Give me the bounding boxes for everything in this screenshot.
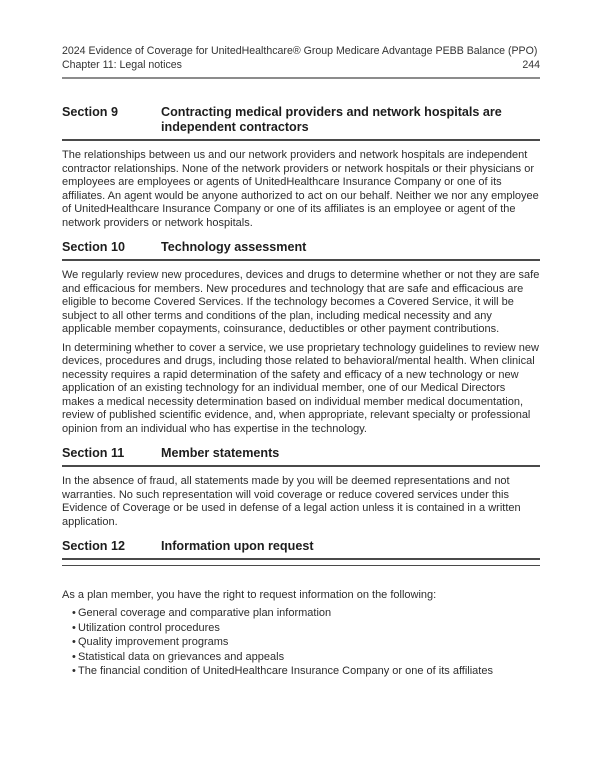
list-item xyxy=(62,606,540,621)
bullet-icon: • xyxy=(72,650,76,663)
request-info-list xyxy=(62,606,540,679)
section-11-title: Member statements xyxy=(161,446,280,460)
list-item xyxy=(62,650,540,665)
list-item-text: Quality improvement programs xyxy=(78,636,229,649)
section-11-paragraph: In the absence of fraud, all statements made by you will be deemed representations and not warranties. No such representation will void coverage or reduce covered services under this Evidence of Coverage or be used in defense of a legal action unless it is contained in a written application. xyxy=(62,475,521,528)
section-10-heading xyxy=(62,240,540,261)
section-11-heading xyxy=(62,446,540,467)
header-chapter-row xyxy=(62,58,540,72)
list-item-text: The financial condition of UnitedHealthcare Insurance Company or one of its affiliates xyxy=(78,665,493,678)
page-number: 244 xyxy=(522,59,540,71)
bullet-icon: • xyxy=(72,665,76,678)
section-10-paragraph-1: We regularly review new procedures, devices and drugs to determine whether or not they are safe and efficacious for members. New procedures and technology that are safe and efficacious are eligible to become Covered Services. If the technology becomes a Covered Service, it will be subject to all other terms and conditions of the plan, including medical necessity and any applicable member copayments, coinsurance, deductibles or other payment contributions. xyxy=(62,269,540,335)
list-item xyxy=(62,664,540,679)
document-title: 2024 Evidence of Coverage for UnitedHealthcare® Group Medicare Advantage PEBB Balance (PPO) xyxy=(62,45,538,57)
section-12 xyxy=(62,539,540,679)
section-11 xyxy=(62,446,540,529)
list-item-text: Utilization control procedures xyxy=(78,621,220,634)
section-9-title: Contracting medical providers and network hospitals are independent contractors xyxy=(161,105,502,134)
section-9-heading xyxy=(62,105,540,141)
bullet-icon: • xyxy=(72,636,76,649)
section-12-title: Information upon request xyxy=(161,539,314,553)
section-12-label: Section 12 xyxy=(62,539,125,553)
list-item xyxy=(62,621,540,636)
list-item-text: Statistical data on grievances and appeals xyxy=(78,650,285,663)
running-header xyxy=(62,44,540,79)
section-divider-rule xyxy=(62,565,540,566)
list-item-text: General coverage and comparative plan information xyxy=(78,607,332,619)
section-10-title: Technology assessment xyxy=(161,240,307,254)
section-9-label: Section 9 xyxy=(62,105,118,119)
section-10 xyxy=(62,240,540,436)
bullet-icon: • xyxy=(72,621,76,634)
chapter-label: Chapter 11: Legal notices xyxy=(62,59,182,71)
section-9-paragraph: The relationships between us and our network providers and network hospitals are independent contractor relationships. None of the network providers or network hospitals or their physicians or employees are employees or agents of UnitedHealthcare Insurance Company or one of its affiliates. An agent would be anyone authorized to act on our behalf. Neither we nor any employee of UnitedHealthcare Insurance Company or one of its affiliates is an employee or agent of the network providers or network hospitals. xyxy=(62,149,539,229)
section-11-label: Section 11 xyxy=(62,446,125,460)
section-10-paragraph-2: In determining whether to cover a service, we use proprietary technology guidelines to review new devices, procedures and drugs, including those related to behavioral/mental health. When clinical necessity requires a rapid determination of the safety and efficacy of a new technology or new application of an existing technology for an individual member, one of our Medical Directors makes a medical necessity determination based on individual member medical documentation, review of published scientific evidence, and, when appropriate, relevant specialty or professional opinion from an individual who has expertise in the technology. xyxy=(62,341,539,435)
list-item xyxy=(62,635,540,650)
section-12-heading xyxy=(62,539,540,560)
section-9 xyxy=(62,105,540,230)
section-12-intro: As a plan member, you have the right to request information on the following: xyxy=(62,588,437,601)
section-10-label: Section 10 xyxy=(62,240,125,254)
bullet-icon: • xyxy=(72,607,76,619)
